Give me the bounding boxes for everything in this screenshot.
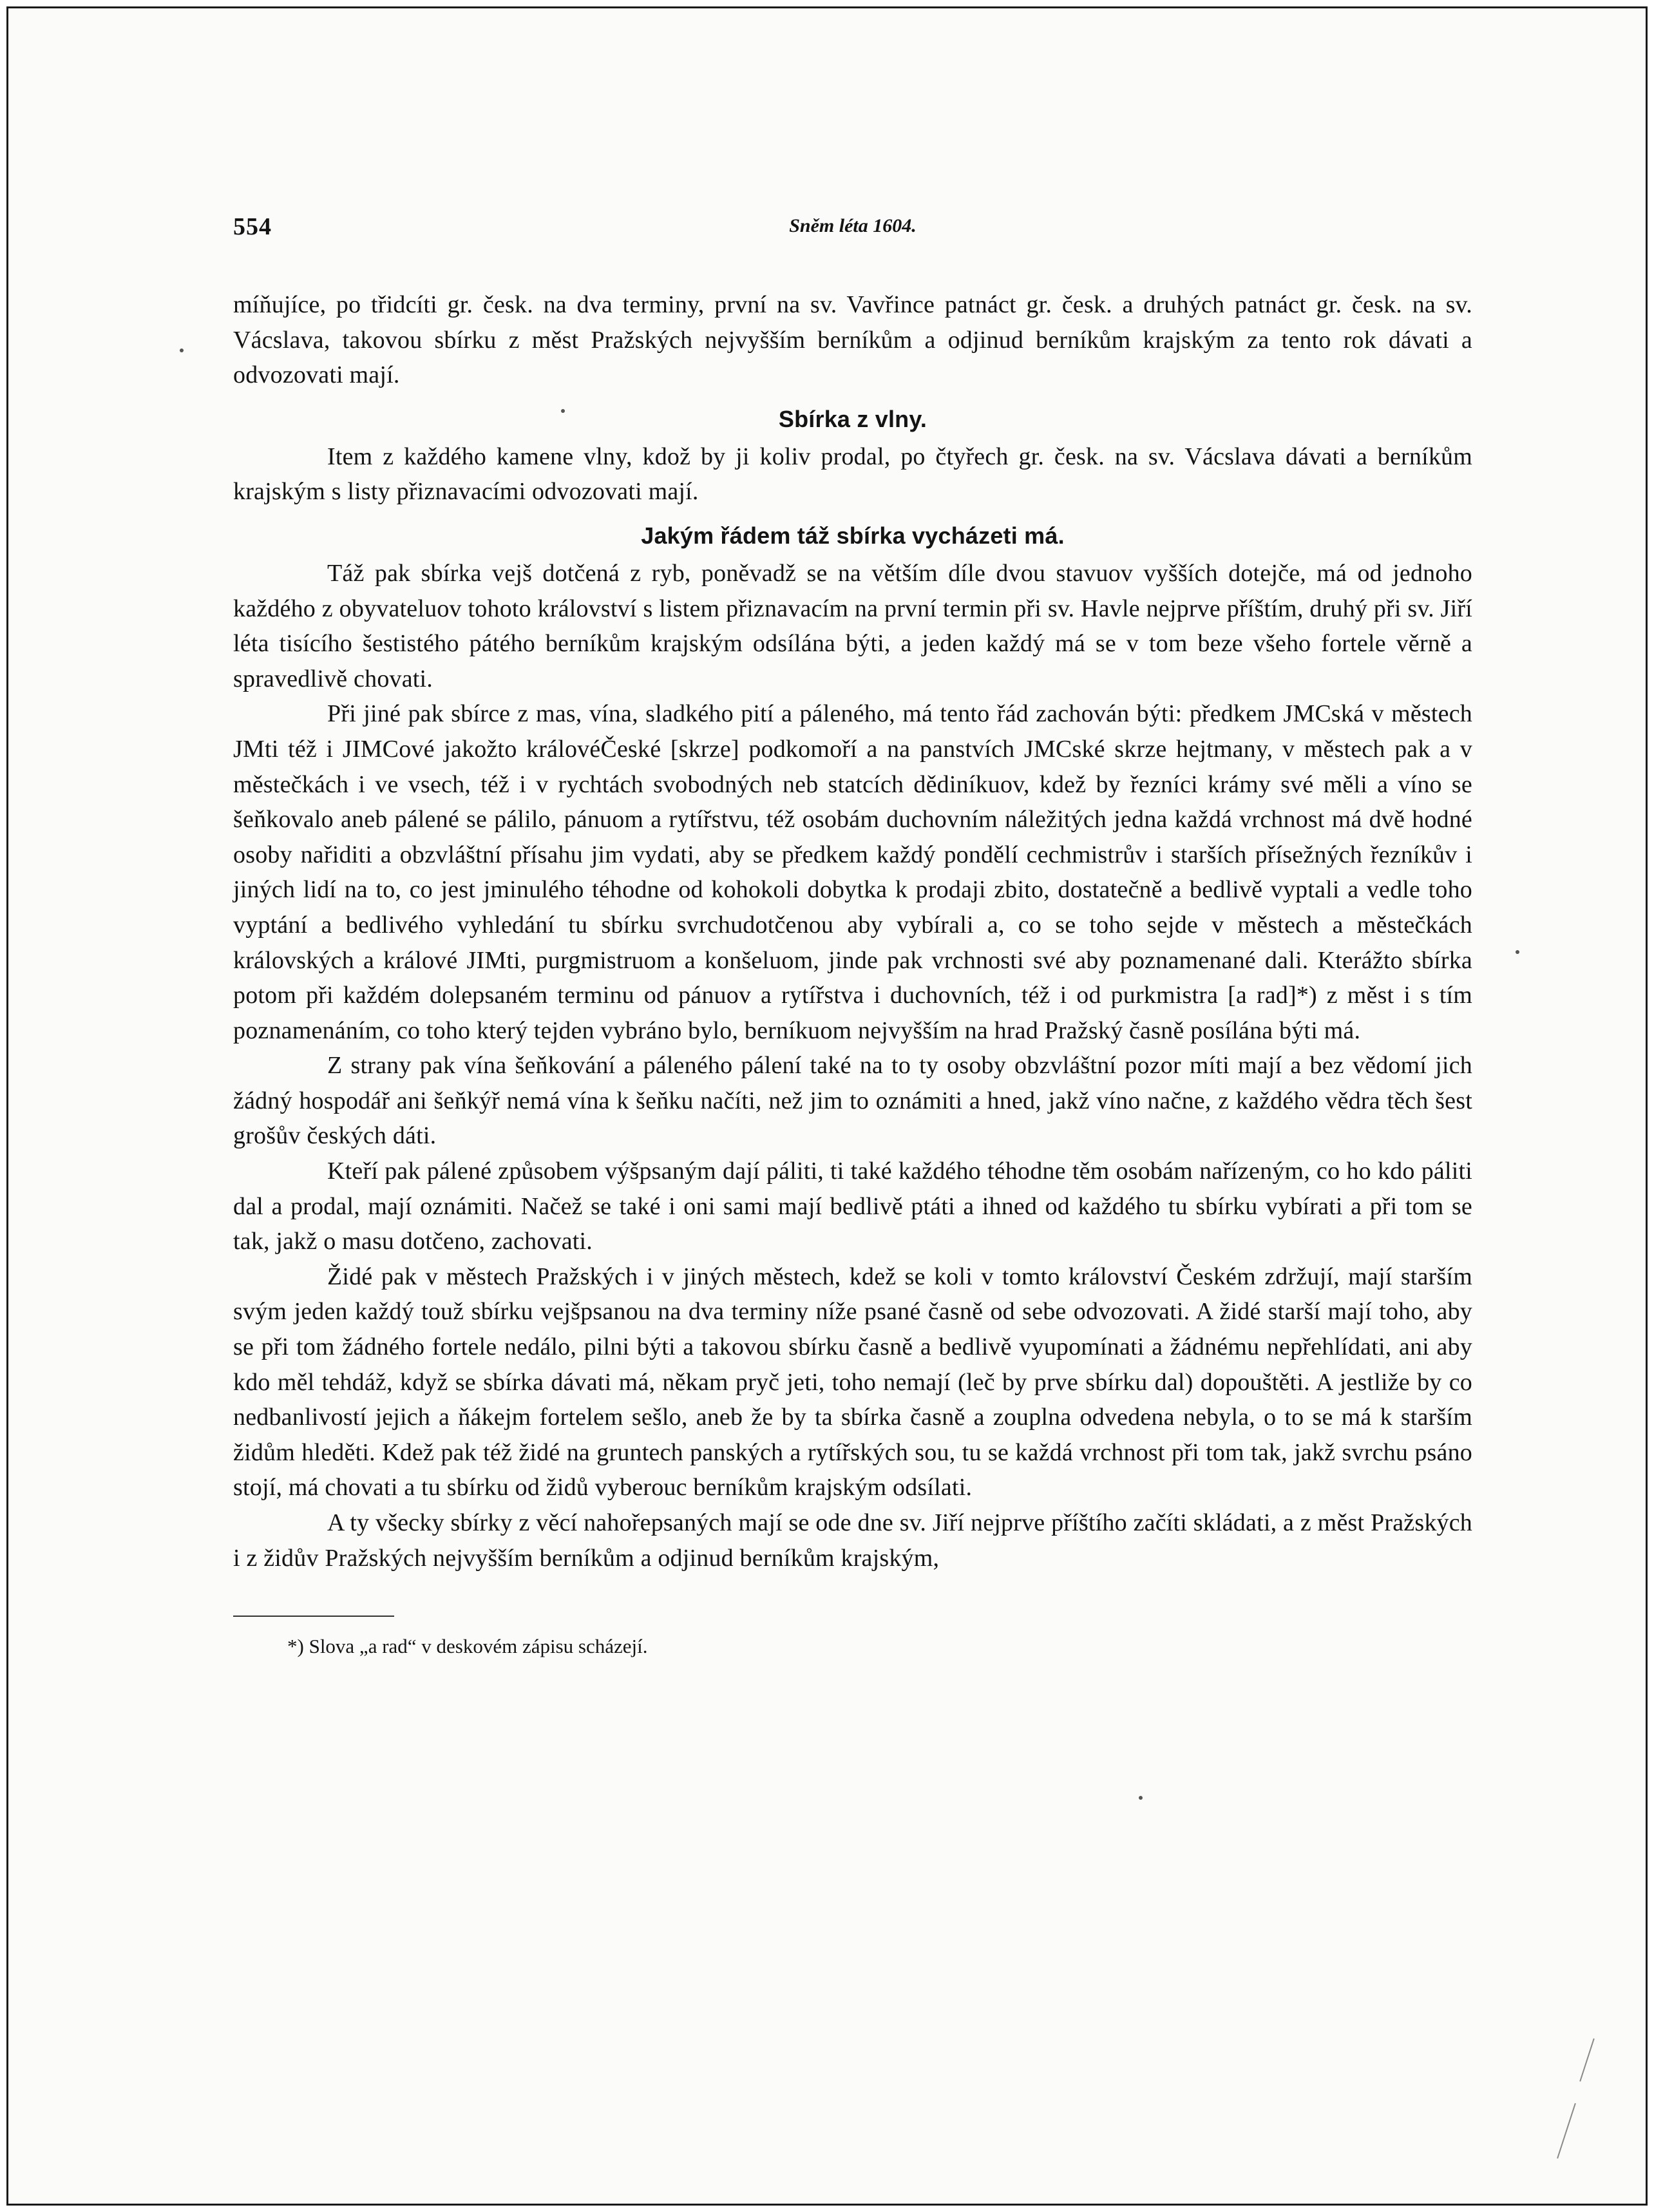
footnote-rule xyxy=(233,1616,394,1617)
paragraph-wine-serving: Z strany pak vína šeňkování a páleného pálení také na to ty osoby obzvláštní pozor míti mají a bez vědomí jich žádný hospodář ani šeňkýř nemá vína k šeňku načíti, než jim to oznámiti a hned, jakž víno načne, z každého vědra těch šest grošův českých dáti. xyxy=(233,1052,1472,1150)
running-head: Sněm léta 1604. xyxy=(789,215,917,236)
pencil-mark xyxy=(1579,2038,1595,2081)
paragraph-distilled: Kteří pak pálené způsobem výšpsaným dají páliti, ti také každého téhodne těm osobám nařízeným, co ho kdo páliti dal a prodal, mají oznámiti. Načež se také i oni sami mají bedlivě ptáti a ihned od každého tu sbírku vybírati a při tom se tak, jakž o masu dotčeno, zachovati. xyxy=(233,1158,1472,1255)
paragraph-continuation: míňujíce, po třidcíti gr. česk. na dva terminy, první na sv. Vavřince patnáct gr. česk. a druhých patnáct gr. česk. na sv. Vácslava, takovou sbírku z měst Pražských nejvyšším berníkům a odjinud berníkům krajským za tento rok dávati a odvozovati mají. xyxy=(233,291,1472,389)
paragraph-collections: A ty všecky sbírky z věcí nahořepsaných mají se ode dne sv. Jiří nejprve příštího začíti skládati, a z měst Pražských i z židův Pražských nejvyšším berníkům a odjinud berníkům krajským, xyxy=(233,1509,1472,1572)
section-heading-wool: Sbírka z vlny. xyxy=(778,405,927,432)
paragraph-meat-wine: Při jiné pak sbírce z mas, vína, sladkého pití a páleného, má tento řád zachován býti: předkem JMCská v městech JMti též i JIMCové jakožto královéČeské [skrze] podkomoří a na panstvích JMCské skrze hejtmany, v městech pak a v městečkách i ve vsech, též i v rychtách svobodných neb statcích dědiníkuov, kdež by řezníci krámy své měli a víno se šeňkovalo aneb pálené se pálilo, pánuom a rytířstvu, též osobám duchovním náležitých jedna každá vrchnost má dvě hodné osoby nařiditi a obzvláštní přísahu jim vydati, aby se předkem každý pondělí cechmistrův i starších přísežných řezníkův i jiných lidí na to, co jest jminulého téhodne od kohokoli dobytka k prodaji zbito, dostatečně a bedlivě vyptali a vedle toho vyptání a bedlivého vyhledání tu sbírku svrchudotčenou aby vybírali a, co se toho sejde v městech a městečkách královských a králové JIMti, purgmistruom a konšeluom, jinde pak vrchnosti své aby poznamenané dali. Kterážto sbírka potom při každém dolepsaném terminu od pánuov a rytířstva i duchovních, též i od purkmistra [a rad]*) z měst i s tím poznamenáním, co toho který tejden vybráno bylo, berníkuom nejvyšším na hrad Pražský časně posílána býti má. xyxy=(233,700,1472,1044)
section-heading-order: Jakým řádem táž sbírka vycházeti má. xyxy=(641,522,1065,549)
paragraph-jews: Židé pak v městech Pražských i v jiných městech, kdež se koli v tomto království Českém zdržují, mají starším svým jeden každý touž sbírku vejšpsanou na dva terminy níže psané časně od sebe odvozovati. A židé starší mají toho, aby se při tom žádného fortele nedálo, pilni býti a takovou sbírku časně a bedlivě vyupomínati a žádnému nepřehlídati, ani aby kdo měl tehdáž, když se sbírka dávati má, někam pryč jeti, toho nemají (leč by prve sbírku dal) dopouštěti. A jestliže by co nedbanlivostí jejich a ňákejm fortelem sešlo, aneb že by ta sbírka časně a zouplna odvedena nebyla, o to se má k starším židům hleděti. Kdež pak též židé na gruntech panských a rytířských sou, tu se každá vrchnost při tom tak, jakž svrchu psáno stojí, má chovati a tu sbírku od židů vyberouc berníkům krajským odsílati. xyxy=(233,1263,1472,1502)
paragraph-fish: Táž pak sbírka vejš dotčená z ryb, poněvadž se na větším díle dvou stavuov vyšších dotejče, má od jednoho každého z obyvateluov tohoto království s listem přiznavacím na první termin při sv. Havle nejprve příštím, druhý při sv. Jiří léta tisícího šestistého pátého berníkům krajským odsílána býti, a jeden každý má se v tom beze všeho fortele věrně a spravedlivě chovati. xyxy=(233,559,1472,692)
page-header xyxy=(233,213,1472,251)
pencil-mark xyxy=(1557,2103,1576,2159)
scan-speck xyxy=(1516,950,1519,954)
footnote: *) Slova „a rad“ v deskovém zápisu scházejí. xyxy=(287,1635,648,1658)
scan-speck xyxy=(180,348,184,352)
body-text xyxy=(233,287,1472,1576)
document-page xyxy=(233,213,1472,1661)
paragraph-wool: Item z každého kamene vlny, kdož by ji koliv prodal, po čtyřech gr. česk. na sv. Vácslava dávati a berníkům krajským s listy přiznavacími odvozovati mají. xyxy=(233,443,1472,506)
scan-speck xyxy=(1139,1796,1143,1800)
page-number: 554 xyxy=(233,213,272,240)
